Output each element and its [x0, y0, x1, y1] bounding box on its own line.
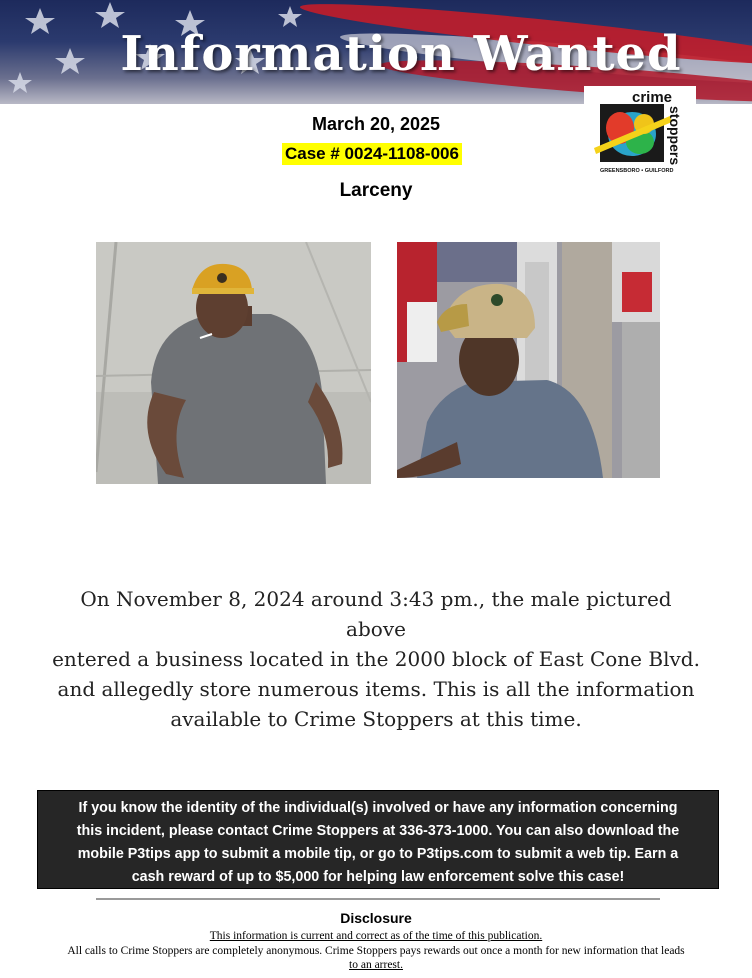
suspect-photo-1: [96, 242, 371, 484]
surveillance-photo-icon: [96, 242, 371, 484]
tip-line: mobile P3tips app to submit a mobile tip, or go to P3tips.com to submit a web tip. Earn a: [77, 846, 679, 862]
narrative-line: entered a business located in the 2000 block of East Cone Blvd.: [52, 647, 700, 671]
disclosure-text: All calls to Crime Stoppers are completely anonymous. Crime Stoppers pays rewards out once a month for new information that leads: [67, 945, 685, 957]
page-title: Information Wanted: [120, 26, 682, 82]
tip-info-box: [37, 790, 719, 889]
logo-sub: GREENSBORO • GUILFORD: [600, 168, 674, 174]
narrative-line: On November 8, 2024 around 3:43 pm., the male pictured above: [80, 587, 672, 641]
disclosure-text: This information is current and correct as of the time of this publication.: [209, 930, 543, 942]
narrative-line: available to Crime Stoppers at this time.: [170, 707, 582, 731]
crime-type: Larceny: [339, 180, 413, 201]
disclosure-text: to an arrest.: [349, 959, 403, 971]
disclosure-title: Disclosure: [340, 910, 412, 926]
disclosure-line-2: [20, 944, 732, 972]
tip-line: this incident, please contact Crime Stoppers at 336-373-1000. You can also download the: [76, 823, 680, 839]
case-number: Case # 0024-1108-006: [282, 143, 462, 165]
suspect-photo-2: [397, 242, 660, 478]
case-narrative: [50, 584, 702, 734]
narrative-line: and allegedly store numerous items. This is all the information: [57, 677, 695, 701]
post-date: March 20, 2025: [311, 114, 441, 134]
tip-line: If you know the identity of the individual(s) involved or have any information concerning: [78, 800, 678, 816]
logo-line2: stoppers: [667, 106, 683, 166]
divider: [96, 898, 660, 900]
tip-line: cash reward of up to $5,000 for helping law enforcement solve this case!: [131, 869, 625, 885]
logo-line1: crime: [632, 89, 673, 106]
surveillance-photo-icon: [397, 242, 660, 478]
disclosure-line-1: [20, 929, 732, 943]
